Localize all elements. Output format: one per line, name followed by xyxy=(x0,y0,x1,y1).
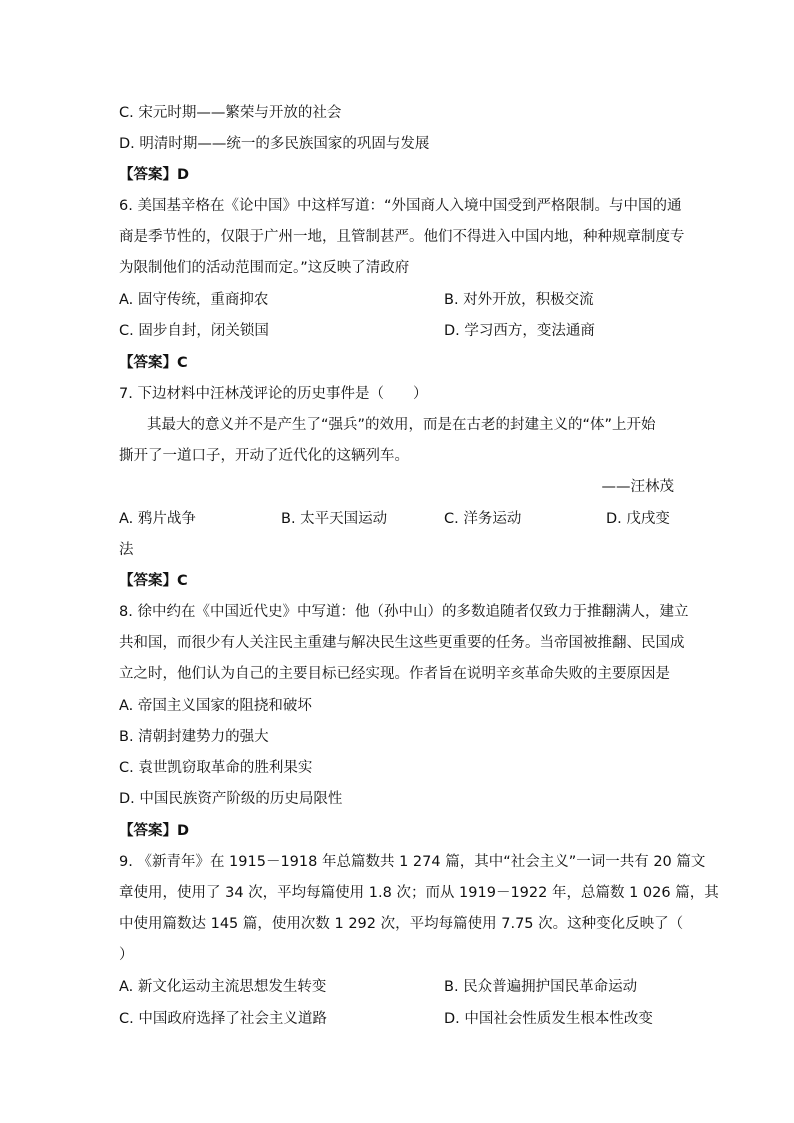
option-c-q6: C. 固步自封，闭关锁国 xyxy=(119,323,269,339)
question-6-stem-line-2: 商是季节性的，仅限于广州一地，且管制甚严。他们不得进入中国内地，种种规章制度专 xyxy=(119,229,685,245)
question-8-stem-line-3: 立之时，他们认为自己的主要目标已经实现。作者旨在说明辛亥革命失败的主要原因是 xyxy=(119,666,670,682)
option-a-q8: A. 帝国主义国家的阻挠和破坏 xyxy=(119,698,312,714)
question-6-stem-line-1: 6. 美国基辛格在《论中国》中这样写道：“外国商人入境中国受到严格限制。与中国的通 xyxy=(119,198,682,214)
question-9-stem-line-4: ） xyxy=(119,947,134,963)
question-7-quote-source: ——汪林茂 xyxy=(601,479,674,495)
option-c-q5: C. 宋元时期——繁荣与开放的社会 xyxy=(119,105,342,121)
question-7-stem: 7. 下边材料中汪林茂评论的历史事件是（ ） xyxy=(119,386,428,402)
option-b-q9: B. 民众普遍拥护国民革命运动 xyxy=(444,979,638,995)
option-d-q7: D. 戊戌变 xyxy=(606,511,670,527)
option-d-q5: D. 明清时期——统一的多民族国家的巩固与发展 xyxy=(119,136,430,152)
option-a-q7: A. 鸦片战争 xyxy=(119,511,196,527)
question-8-stem-line-2: 共和国，而很少有人关注民主重建与解决民生这些更重要的任务。当帝国被推翻、民国成 xyxy=(119,635,685,651)
option-b-q7: B. 太平天国运动 xyxy=(281,511,388,527)
option-c-q9: C. 中国政府选择了社会主义道路 xyxy=(119,1011,327,1027)
question-9-stem-line-1: 9. 《新青年》在 1915－1918 年总篇数共 1 274 篇，其中“社会主义”一词一共有 20 篇文 xyxy=(119,854,706,870)
answer-q8: 【答案】D xyxy=(119,823,190,839)
option-d-q7-continued: 法 xyxy=(119,542,134,558)
answer-q7: 【答案】C xyxy=(119,573,188,589)
question-9-stem-line-3: 中使用篇数达 145 篇，使用次数 1 292 次，平均每篇使用 7.75 次。这种变化反映了（ xyxy=(119,916,684,932)
question-7-quote-line-2: 撕开了一道口子，开动了近代化的这辆列车。 xyxy=(119,448,409,464)
option-c-q7: C. 洋务运动 xyxy=(444,511,522,527)
question-6-stem-line-3: 为限制他们的活动范围而定。”这反映了清政府 xyxy=(119,260,410,276)
option-d-q6: D. 学习西方，变法通商 xyxy=(444,323,595,339)
option-a-q6: A. 固守传统，重商抑农 xyxy=(119,292,269,308)
question-8-stem-line-1: 8. 徐中约在《中国近代史》中写道：他（孙中山）的多数追随者仅致力于推翻满人，建立 xyxy=(119,604,689,620)
option-b-q8: B. 清朝封建势力的强大 xyxy=(119,729,269,745)
option-a-q9: A. 新文化运动主流思想发生转变 xyxy=(119,979,327,995)
option-d-q8: D. 中国民族资产阶级的历史局限性 xyxy=(119,791,343,807)
option-d-q9: D. 中国社会性质发生根本性改变 xyxy=(444,1011,653,1027)
answer-q5: 【答案】D xyxy=(119,167,190,183)
option-b-q6: B. 对外开放，积极交流 xyxy=(444,292,594,308)
answer-q6: 【答案】C xyxy=(119,355,188,371)
question-9-stem-line-2: 章使用，使用了 34 次，平均每篇使用 1.8 次；而从 1919－1922 年，总篇数 1 026 篇，其 xyxy=(119,885,719,901)
question-7-quote-line-1: 其最大的意义并不是产生了“强兵”的效用，而是在古老的封建主义的“体”上开始 xyxy=(147,417,656,433)
option-c-q8: C. 袁世凯窃取革命的胜利果实 xyxy=(119,760,313,776)
